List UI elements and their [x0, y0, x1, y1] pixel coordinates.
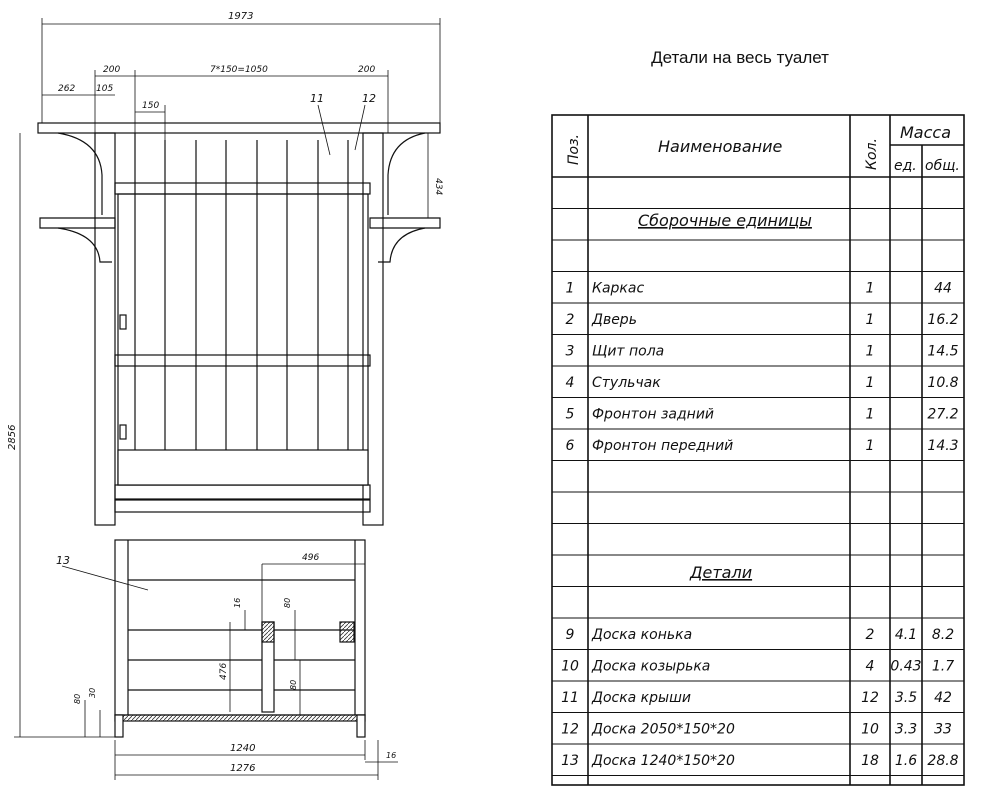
part-unit-mass: 3.3 [894, 721, 918, 738]
part-quantity: 1 [865, 280, 875, 297]
dim-seat-496: 496 [302, 553, 320, 563]
dim-total-height: 2856 [7, 424, 18, 450]
part-total-mass: 14.3 [927, 438, 959, 454]
dim-base-1276: 1276 [230, 763, 256, 774]
part-total-mass: 44 [934, 280, 952, 297]
callout-13: 13 [56, 554, 70, 567]
dim-16b: 16 [386, 751, 397, 760]
part-name: Доска козырька [592, 658, 711, 675]
part-position: 5 [565, 406, 575, 423]
part-unit-mass: 3.5 [894, 690, 918, 706]
part-quantity: 1 [865, 406, 875, 423]
part-quantity: 4 [865, 658, 875, 675]
dim-board-150: 150 [142, 101, 160, 111]
dim-80b: 80 [289, 679, 298, 690]
part-position: 2 [565, 312, 575, 328]
part-total-mass: 10.8 [927, 375, 959, 391]
dim-80a: 80 [283, 597, 292, 608]
parts-table [550, 0, 970, 800]
dim-eave-105: 105 [96, 84, 114, 94]
part-position: 9 [565, 627, 575, 643]
outline-geometry [38, 123, 440, 737]
dim-476: 476 [219, 662, 229, 680]
header-mass: Масса [900, 123, 952, 142]
callout-12: 12 [362, 92, 376, 105]
part-name: Доска крыши [592, 690, 691, 706]
part-name: Доска 2050*150*20 [592, 721, 735, 738]
dim-base-1240: 1240 [230, 743, 256, 754]
part-total-mass: 33 [934, 721, 952, 738]
dim-80c: 80 [73, 693, 82, 704]
dim-overall-width: 1973 [228, 11, 254, 22]
page-title: Детали на весь туалет [651, 48, 829, 67]
part-name: Щит пола [592, 343, 665, 360]
header-unit: ед. [894, 158, 917, 174]
part-name: Фронтон задний [592, 406, 715, 423]
part-position: 11 [561, 690, 579, 706]
part-name: Фронтон передний [592, 438, 734, 454]
assembly-section-title: Сборочные единицы [638, 211, 812, 230]
part-position: 3 [565, 343, 575, 360]
part-quantity: 2 [865, 627, 875, 643]
header-pos: Поз. [566, 134, 582, 165]
part-quantity: 18 [861, 753, 879, 769]
part-total-mass: 16.2 [927, 312, 959, 328]
part-position: 4 [565, 375, 575, 391]
header-qty: Кол. [864, 138, 880, 170]
part-position: 6 [565, 438, 575, 454]
part-name: Каркас [592, 280, 645, 297]
callout-11: 11 [310, 92, 324, 105]
part-unit-mass: 4.1 [894, 627, 918, 643]
part-total-mass: 8.2 [931, 627, 955, 643]
part-name: Дверь [592, 312, 637, 328]
part-total-mass: 1.7 [931, 658, 955, 675]
header-total: общ. [925, 158, 960, 174]
part-quantity: 12 [861, 690, 879, 706]
part-unit-mass: 1.6 [894, 753, 918, 769]
dim-boards-span: 7*150=1050 [210, 65, 268, 75]
part-quantity: 1 [865, 312, 875, 328]
details-section-title: Детали [690, 563, 753, 582]
part-position: 12 [561, 721, 579, 738]
part-quantity: 1 [865, 343, 875, 360]
part-name: Доска 1240*150*20 [592, 753, 735, 769]
dim-height-434: 434 [433, 178, 443, 196]
part-quantity: 1 [865, 375, 875, 391]
part-total-mass: 27.2 [927, 406, 959, 423]
part-name: Стульчак [592, 375, 661, 391]
part-unit-mass: 0.43 [890, 658, 922, 675]
dim-eave-262: 262 [58, 84, 76, 94]
header-name: Наименование [658, 137, 783, 156]
part-position: 10 [561, 658, 579, 675]
dim-left-overhang: 200 [103, 65, 121, 75]
dim-30: 30 [88, 687, 97, 698]
dim-right-overhang: 200 [358, 65, 376, 75]
part-position: 13 [561, 753, 579, 769]
part-quantity: 1 [865, 438, 875, 454]
part-total-mass: 28.8 [927, 753, 959, 769]
part-total-mass: 14.5 [927, 343, 959, 360]
part-quantity: 10 [861, 721, 879, 738]
dim-16: 16 [233, 597, 242, 608]
part-name: Доска конька [592, 627, 693, 643]
part-position: 1 [565, 280, 575, 297]
part-total-mass: 42 [934, 690, 952, 706]
